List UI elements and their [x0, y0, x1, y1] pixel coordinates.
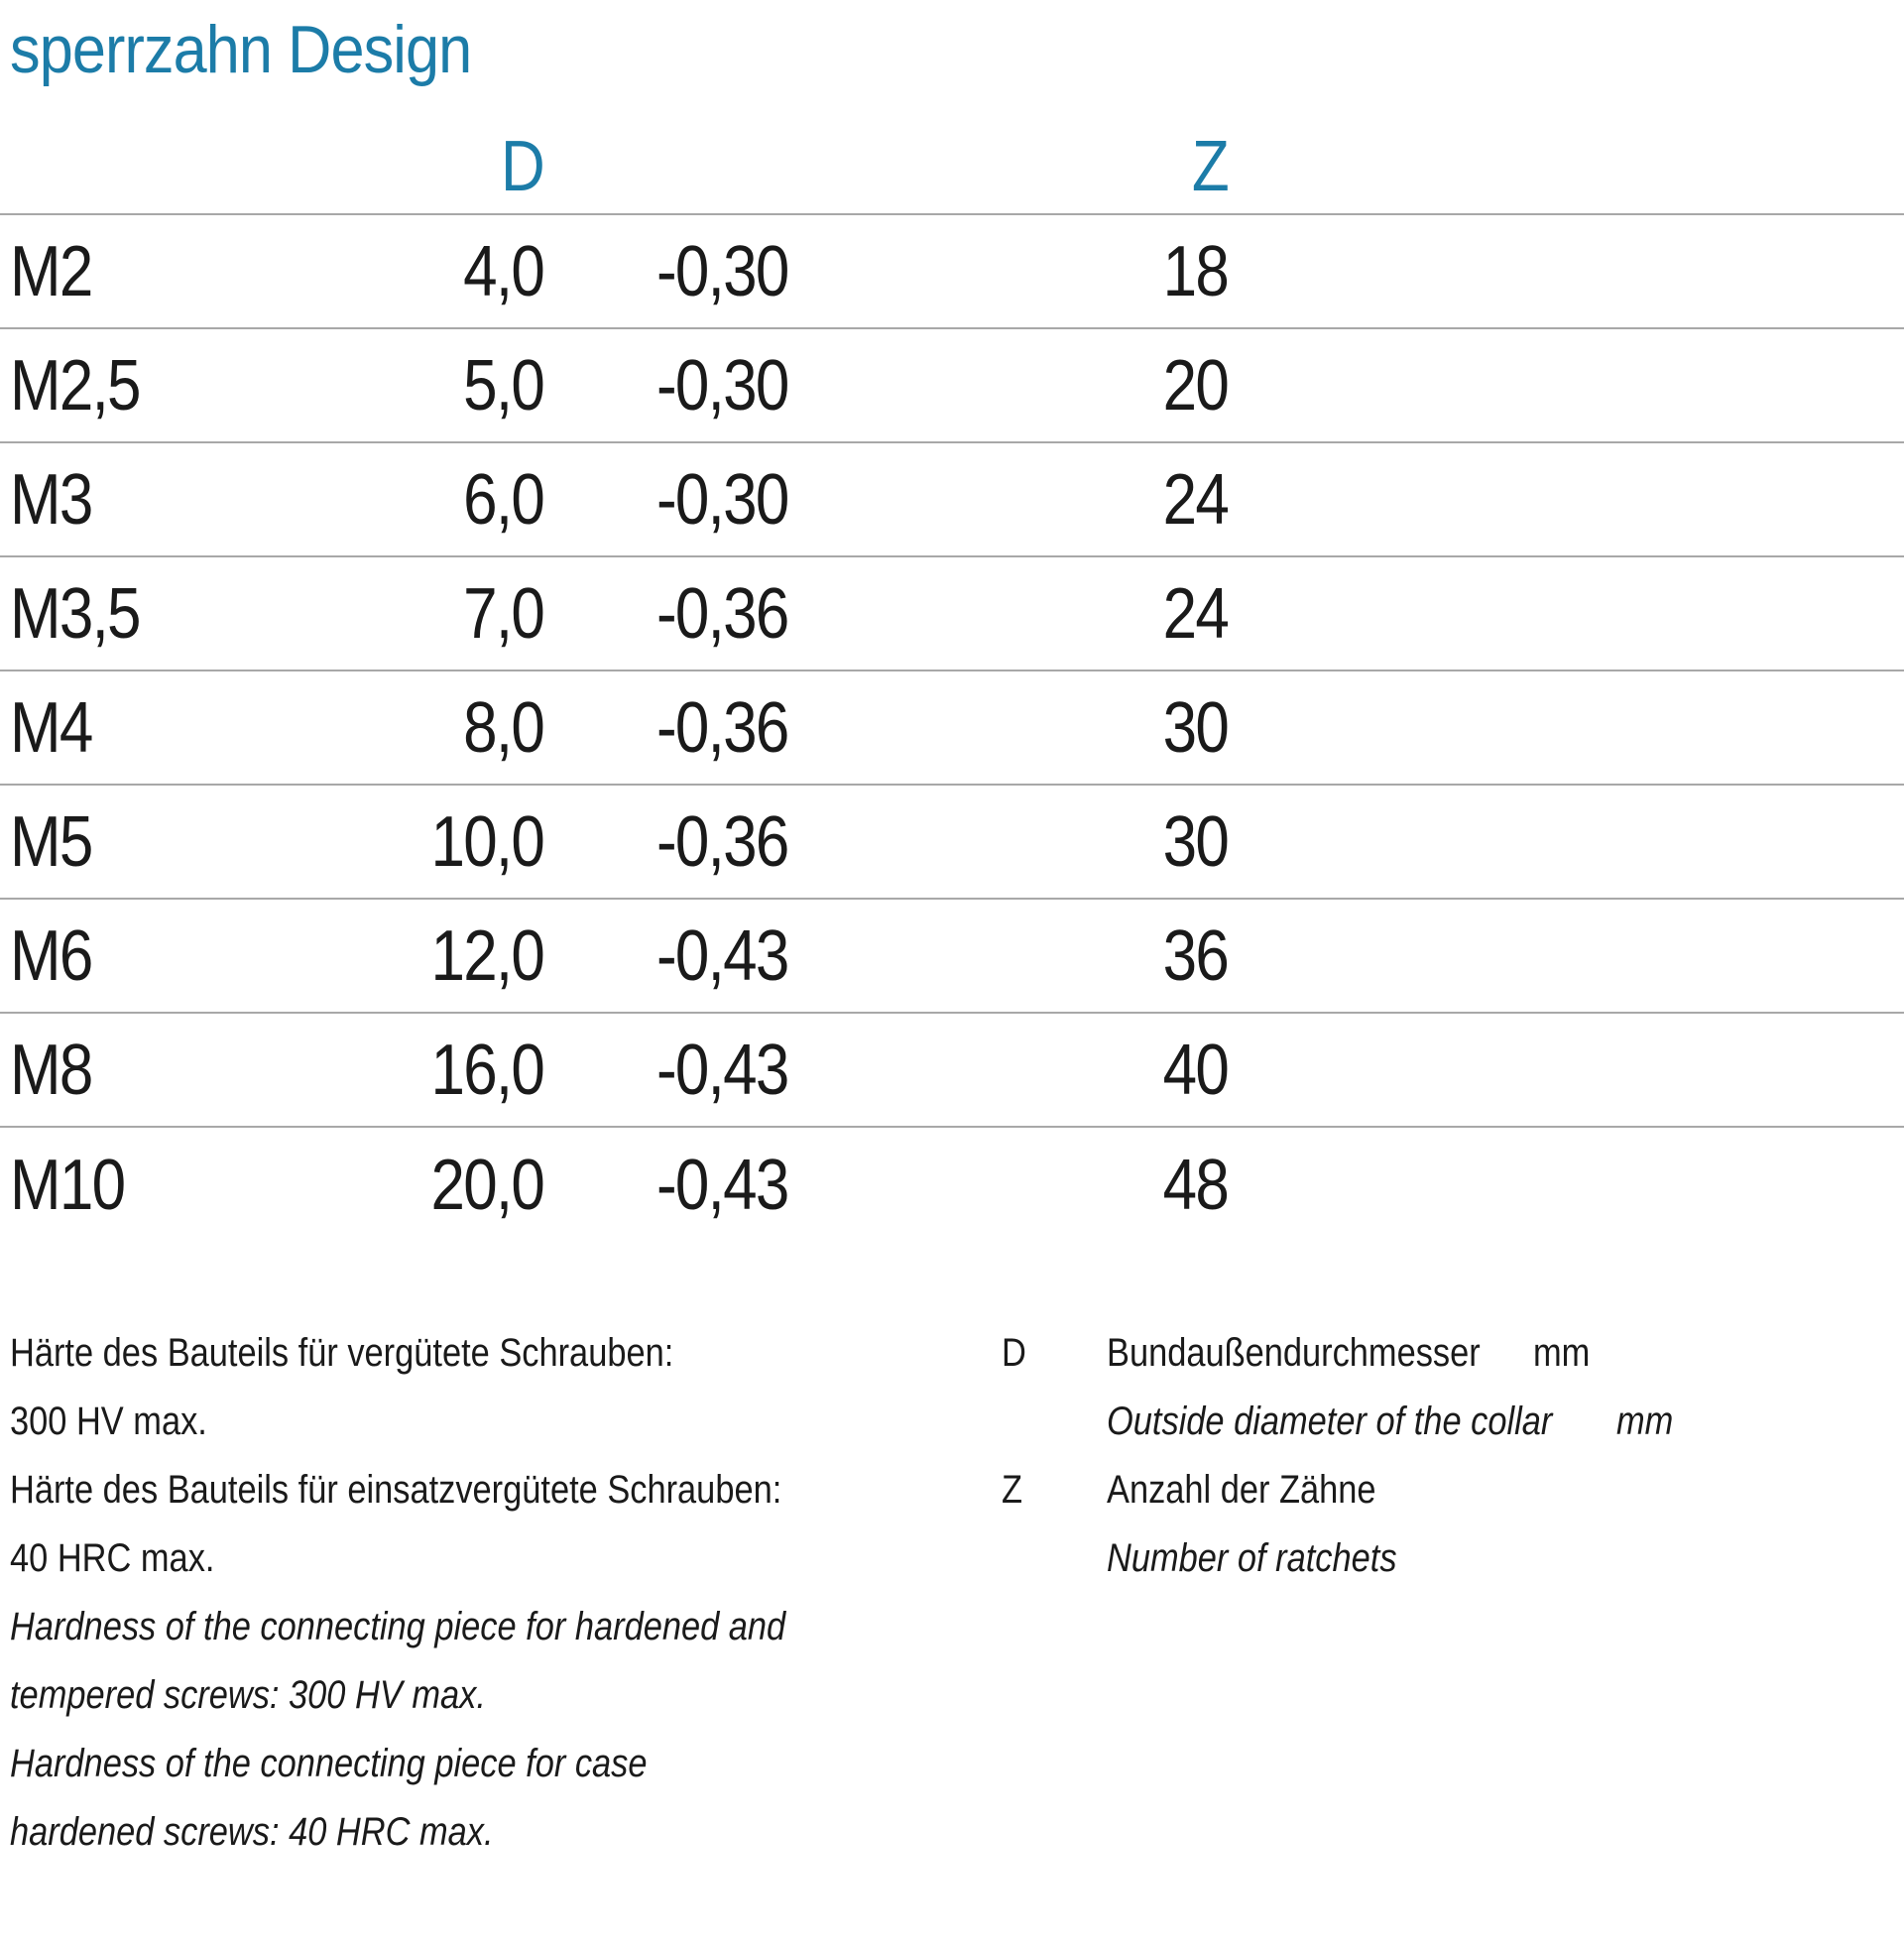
z-cell: 48 [1162, 1145, 1228, 1225]
z-cell: 24 [1162, 459, 1228, 540]
d-cell: 20,0 [430, 1145, 543, 1225]
z-cell: 30 [1162, 801, 1228, 882]
symbol-legend [1002, 1319, 1894, 1593]
note-de-2b: 40 HRC max. [10, 1536, 215, 1580]
legend-d-en [1002, 1388, 1894, 1456]
z-cell: 18 [1162, 231, 1228, 311]
legend-z-desc-de: Anzahl der Zähne [1107, 1468, 1376, 1512]
size-cell: M5 [10, 801, 92, 882]
z-cell: 24 [1162, 573, 1228, 654]
legend-z-symbol: Z [1002, 1468, 1023, 1512]
table-header-row [0, 119, 1904, 215]
legend-d-unit-en: mm [1616, 1400, 1674, 1443]
d-cell: 16,0 [430, 1030, 543, 1110]
note-de-1b: 300 HV max. [10, 1400, 207, 1443]
size-cell: M3,5 [10, 573, 140, 654]
legend-z-desc-en: Number of ratchets [1107, 1536, 1397, 1580]
d-cell: 6,0 [463, 459, 543, 540]
table-row [0, 671, 1904, 786]
tolerance-cell: -0,30 [656, 231, 788, 311]
table-row [0, 557, 1904, 671]
column-header-z: Z [1191, 127, 1228, 206]
note-en-2b: hardened screws: 40 HRC max. [10, 1810, 494, 1854]
note-de-2a: Härte des Bauteils für einsatzvergütete Schrauben: [10, 1468, 782, 1512]
size-cell: M8 [10, 1030, 92, 1110]
table-row [0, 443, 1904, 557]
d-cell: 10,0 [430, 801, 543, 882]
tolerance-cell: -0,36 [656, 573, 788, 654]
d-cell: 12,0 [430, 915, 543, 996]
size-cell: M4 [10, 687, 92, 768]
tolerance-cell: -0,30 [656, 345, 788, 426]
size-cell: M2 [10, 231, 92, 311]
table-row [0, 1014, 1904, 1128]
table-row [0, 215, 1904, 329]
d-cell: 4,0 [463, 231, 543, 311]
size-cell: M6 [10, 915, 92, 996]
column-header-d: D [501, 127, 543, 206]
tolerance-cell: -0,36 [656, 801, 788, 882]
z-cell: 30 [1162, 687, 1228, 768]
hardness-notes [10, 1319, 902, 1867]
tolerance-cell: -0,43 [656, 1030, 788, 1110]
d-cell: 8,0 [463, 687, 543, 768]
tolerance-cell: -0,43 [656, 915, 788, 996]
z-cell: 36 [1162, 915, 1228, 996]
spec-table [0, 119, 1904, 1242]
table-row [0, 900, 1904, 1014]
z-cell: 20 [1162, 345, 1228, 426]
legend-d-unit-de: mm [1533, 1331, 1591, 1375]
page-title: sperrzahn Design [10, 12, 472, 87]
table-row [0, 1128, 1904, 1242]
size-cell: M10 [10, 1145, 125, 1225]
d-cell: 7,0 [463, 573, 543, 654]
z-cell: 40 [1162, 1030, 1228, 1110]
legend-z-en [1002, 1524, 1894, 1593]
legend-d-desc-en: Outside diameter of the collar [1107, 1400, 1553, 1443]
tolerance-cell: -0,43 [656, 1145, 788, 1225]
size-cell: M2,5 [10, 345, 140, 426]
tolerance-cell: -0,30 [656, 459, 788, 540]
note-en-1b: tempered screws: 300 HV max. [10, 1673, 486, 1717]
size-cell: M3 [10, 459, 92, 540]
note-de-1a: Härte des Bauteils für vergütete Schrauben: [10, 1331, 674, 1375]
table-body [0, 215, 1904, 1242]
table-row [0, 329, 1904, 443]
legend-d-symbol: D [1002, 1331, 1026, 1375]
table-row [0, 786, 1904, 900]
tolerance-cell: -0,36 [656, 687, 788, 768]
d-cell: 5,0 [463, 345, 543, 426]
legend-z-de [1002, 1456, 1894, 1524]
legend-d-de [1002, 1319, 1894, 1388]
note-en-1a: Hardness of the connecting piece for hardened and [10, 1605, 786, 1648]
note-en-2a: Hardness of the connecting piece for case [10, 1742, 648, 1785]
legend-d-desc-de: Bundaußendurchmesser [1107, 1331, 1481, 1375]
